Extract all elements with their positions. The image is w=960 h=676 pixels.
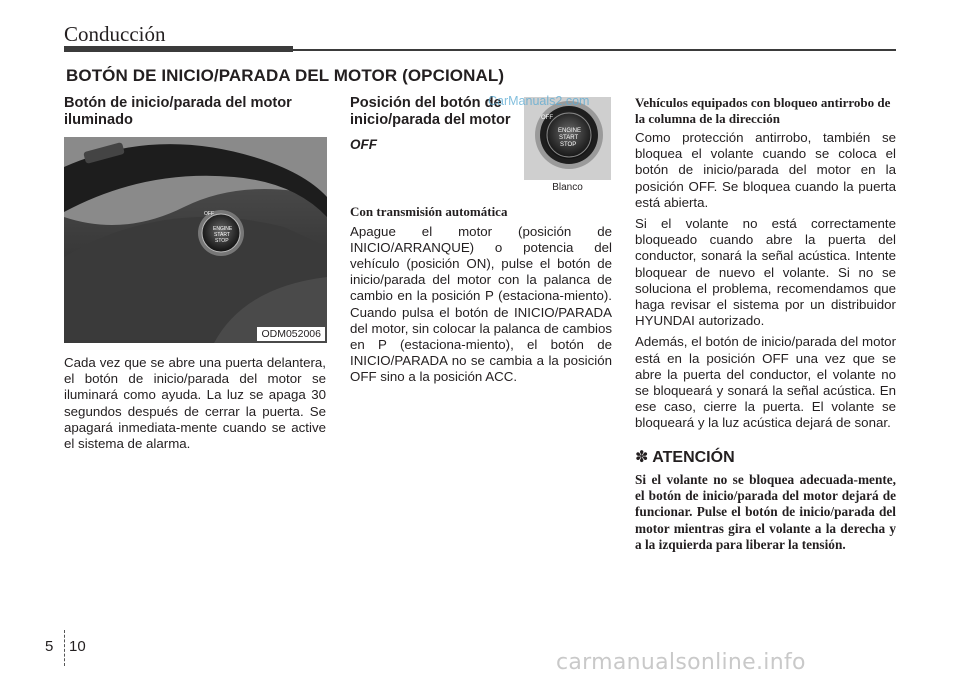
right-paragraph-3: Además, el botón de inicio/parada del motor está en la posición OFF una vez que se abre la puerta del conductor, el volante no se bloqueará y sonará la señal acústica. En ese caso, cierre la puerta. El volante se bloqueará y la luz acústica dejará de sonar.: [635, 334, 896, 431]
left-column: [64, 95, 326, 128]
footer-watermark: carmanualsonline.info: [556, 650, 806, 675]
header-rule-thin: [293, 49, 896, 51]
thumb-btn-start-label: START: [559, 135, 579, 141]
left-heading: Botón de inicio/parada del motor iluminado: [64, 95, 292, 128]
thumb-caption: Blanco: [524, 180, 611, 195]
photo-code: ODM052006: [257, 327, 325, 341]
header-rule-thick: [64, 46, 293, 52]
attention-body: Si el volante no se bloquea adecuada-mente, el botón de inicio/parada del motor dejará de funcionar. Pulse el botón de inicio/parada del motor mientras gira el volante a la derecha y a la izquierda para liberar la tensión.: [635, 471, 896, 553]
right-column: [635, 95, 896, 553]
left-paragraph: Cada vez que se abre una puerta delantera, el botón de inicio/parada del motor se iluminará como ayuda. La luz se apaga 30 segundos después de cerrar la puerta. Se apagará inmediata-mente cuando se active el sistema de alarma.: [64, 355, 326, 452]
start-stop-button-illustration: [524, 97, 611, 180]
middle-body-block: [350, 204, 612, 386]
steering-photo: [64, 137, 327, 343]
middle-heading: Posición del botón de inicio/parada del motor: [350, 95, 511, 128]
right-paragraph-2: Si el volante no está correctamente bloqueado cuando abre la puerta del conductor, sonará la señal acústica. Intente bloquear de nuevo el volante. Si no se soluciona el problema, recomendamos que haga revisar el sistema por un distribuidor HYUNDAI autorizado.: [635, 216, 896, 329]
photo-btn-engine-label: ENGINE: [213, 226, 233, 232]
chapter-title: Conducción: [64, 22, 166, 46]
thumb-btn-off-label: OFF: [541, 115, 553, 121]
footer-chapter-number: 5: [45, 638, 54, 655]
left-paragraph-block: [64, 355, 326, 452]
steering-wheel-illustration: [64, 137, 327, 343]
middle-paragraph: Apague el motor (posición de INICIO/ARRANQUE) o potencia del vehículo (posición ON), pulse el botón de inicio/parada del motor con la palanca de cambio en la posición P (estaciona-miento). Cuando pulsa el botón de INICIO/PARADA del motor, sin colocar la palanca de cambios en P (estaciona-miento), el botón de INICIO/PARADA no se cambia a la posición OFF sino a la posición ACC.: [350, 223, 612, 385]
footer-divider: [64, 630, 65, 666]
thumb-btn-engine-label: ENGINE: [558, 128, 582, 134]
footer-page-number: 10: [69, 638, 86, 655]
button-thumbnail: [524, 97, 611, 195]
middle-subsection: Con transmisión automática: [350, 204, 508, 219]
top-watermark: CarManuals2.com: [488, 94, 590, 108]
right-paragraph-1: Como protección antirrobo, también se bloquea el volante cuando se coloca el botón de inicio/parada del motor en la posición OFF. Se bloquea cuando la puerta está abierta.: [635, 130, 896, 210]
photo-btn-off-label: OFF: [204, 211, 214, 217]
attention-title: ✽ ATENCIÓN: [635, 448, 735, 466]
right-heading: Vehículos equipados con bloqueo antirrobo de la columna de la dirección: [635, 95, 891, 126]
photo-btn-start-label: START: [214, 232, 230, 238]
photo-btn-stop-label: STOP: [215, 238, 229, 244]
section-title: BOTÓN DE INICIO/PARADA DEL MOTOR (OPCIONAL): [66, 66, 505, 85]
thumb-btn-stop-label: STOP: [560, 142, 577, 148]
middle-subheading-off: OFF: [350, 137, 377, 152]
